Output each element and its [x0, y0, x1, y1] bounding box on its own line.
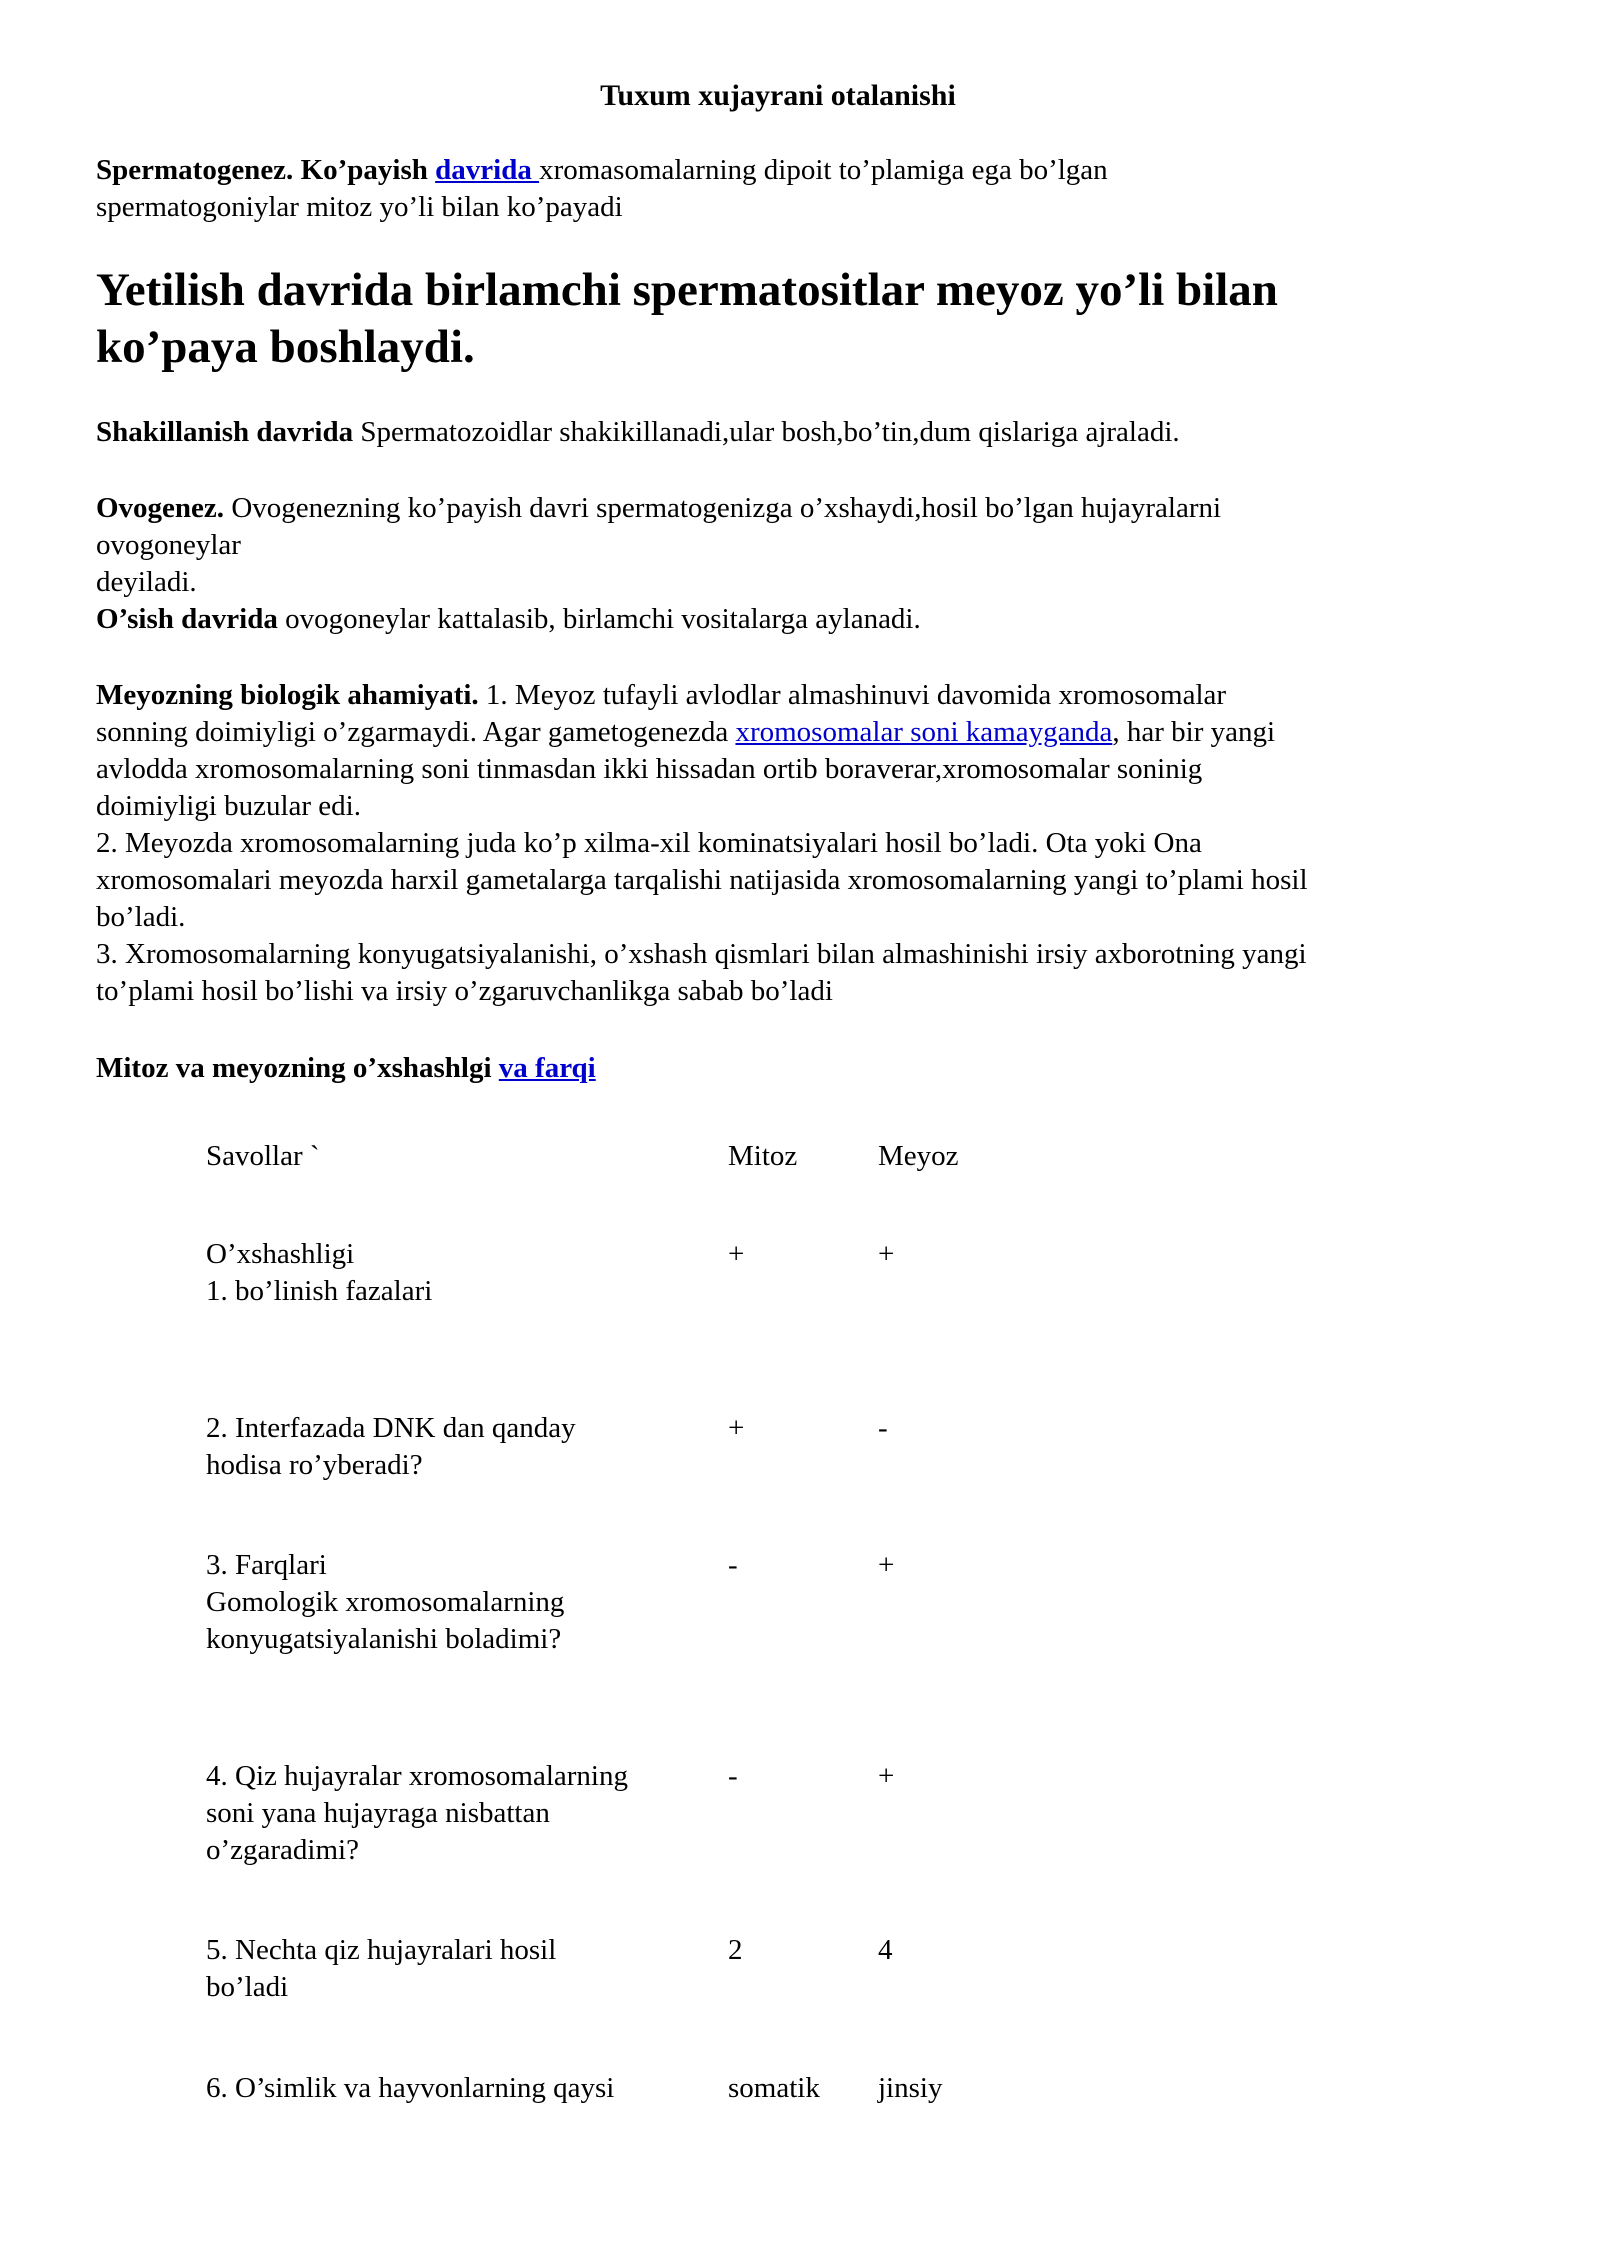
table-cell-mitoz: +	[728, 1412, 745, 1444]
xromosomalar-soni-link[interactable]: xromosomalar soni kamayganda	[735, 716, 1113, 748]
table-header-savollar: Savollar `	[206, 1140, 320, 1172]
question-line: soni yana hujayraga nisbattan	[206, 1797, 550, 1829]
question-line: 5. Nechta qiz hujayralari hosil	[206, 1934, 557, 1966]
meyoz-line-1	[96, 677, 1516, 714]
meyoz-line-8: 3. Xromosomalarning konyugatsiyalanishi, o’xshash qismlari bilan almashinishi irsiy axborotning yangi	[96, 938, 1307, 970]
question-line: bo’ladi	[206, 1971, 289, 2003]
shakillanish-label: Shakillanish davrida	[96, 416, 354, 448]
meyoz-line-4: doimiyligi buzular edi.	[96, 790, 361, 822]
question-line: 4. Qiz hujayralar xromosomalarning	[206, 1760, 628, 1792]
table-row-question	[206, 1410, 696, 1484]
comparison-heading	[96, 1050, 1516, 1087]
table-header-mitoz: Mitoz	[728, 1140, 798, 1172]
table-cell-meyoz: +	[878, 1238, 895, 1270]
shakillanish-text: Spermatozoidlar shakikillanadi,ular bosh,bo’tin,dum qislariga ajraladi.	[353, 416, 1180, 448]
table-cell-meyoz: 4	[878, 1934, 893, 1966]
table-cell-meyoz: +	[878, 1760, 895, 1792]
question-line: 3. Farqlari	[206, 1549, 327, 1581]
question-line: 2. Interfazada DNK dan qanday	[206, 1412, 576, 1444]
heading-line-2: ko’paya boshlaydi.	[96, 321, 475, 373]
comparison-label: Mitoz va meyozning o’xshashlgi	[96, 1052, 499, 1084]
table-row-question	[206, 1547, 696, 1658]
spermatogenez-line-1	[96, 152, 1516, 189]
spermatogenez-bold-text: Ko’payish	[293, 154, 436, 186]
meyoz-line-2a: sonning doimiyligi o’zgarmaydi. Agar gametogenezda	[96, 716, 736, 748]
ovogenez-line-1-text: Ovogenezning ko’payish davri spermatogenizga o’xshaydi,hosil bo’lgan hujayralarni	[224, 492, 1222, 524]
va-farqi-link[interactable]: va farqi	[498, 1052, 596, 1084]
heading-line-1: Yetilish davrida birlamchi spermatositlar meyoz yo’li bilan	[96, 264, 1278, 316]
spermatogenez-line-2: spermatogoniylar mitoz yo’li bilan ko’payadi	[96, 191, 623, 223]
table-cell-mitoz: -	[728, 1760, 738, 1792]
meyoz-line-5: 2. Meyozda xromosomalarning juda ko’p xilma-xil kominatsiyalari hosil bo’ladi. Ota yoki Ona	[96, 827, 1202, 859]
question-line: Gomologik xromosomalarning	[206, 1586, 565, 1618]
table-cell-mitoz: somatik	[728, 2072, 820, 2104]
table-cell-meyoz: +	[878, 1549, 895, 1581]
meyoz-line-2	[96, 714, 1516, 751]
osish-text: ovogoneylar kattalasib, birlamchi vositalarga aylanadi.	[277, 603, 921, 635]
ovogenez-line-3: deyiladi.	[96, 566, 197, 598]
table-row-question	[206, 1932, 696, 2006]
table-cell-mitoz: -	[728, 1549, 738, 1581]
table-row-question	[206, 2070, 696, 2107]
ovogenez-paragraph	[96, 490, 1516, 638]
ovogenez-line-2: ovogoneylar	[96, 529, 241, 561]
meyoz-paragraph	[96, 677, 1516, 1010]
table-cell-mitoz: +	[728, 1238, 745, 1270]
meyoz-line-3: avlodda xromosomalarning soni tinmasdan ikki hissadan ortib boraverar,xromosomalar soninig	[96, 753, 1203, 785]
spermatogenez-line-1-rest: xromasomalarning dipoit to’plamiga ega bo’lgan	[539, 154, 1108, 186]
osish-line	[96, 601, 1516, 638]
question-line: O’xshashligi	[206, 1238, 355, 1270]
meyoz-line-2b: , har bir yangi	[1112, 716, 1276, 748]
meyoz-label: Meyozning biologik ahamiyati.	[96, 679, 479, 711]
table-row-question	[206, 1236, 696, 1310]
question-line: 1. bo’linish fazalari	[206, 1275, 433, 1307]
document-title: Tuxum xujayrani otalanishi	[600, 79, 956, 112]
table-header-meyoz: Meyoz	[878, 1140, 959, 1172]
table-row-question	[206, 1758, 696, 1869]
question-line: hodisa ro’yberadi?	[206, 1449, 423, 1481]
question-line: o’zgaradimi?	[206, 1834, 359, 1866]
osish-label: O’sish davrida	[96, 603, 278, 635]
spermatogenez-label: Spermatogenez.	[96, 154, 294, 186]
shakillanish-paragraph	[96, 414, 1516, 451]
question-line: 6. O’simlik va hayvonlarning qaysi	[206, 2072, 615, 2104]
meyoz-line-9: to’plami hosil bo’lishi va irsiy o’zgaruvchanlikga sabab bo’ladi	[96, 975, 833, 1007]
question-line: konyugatsiyalanishi boladimi?	[206, 1623, 562, 1655]
meyoz-line-6: xromosomalari meyozda harxil gametalarga tarqalishi natijasida xromosomalarning yangi to’plami hosil	[96, 864, 1308, 896]
table-cell-meyoz: jinsiy	[878, 2072, 943, 2104]
davrida-link[interactable]: davrida	[435, 154, 540, 186]
table-cell-meyoz: -	[878, 1412, 888, 1444]
meyoz-line-7: bo’ladi.	[96, 901, 186, 933]
meyoz-line-1-text: 1. Meyoz tufayli avlodlar almashinuvi davomida xromosomalar	[478, 679, 1227, 711]
yetilish-heading	[96, 262, 1476, 376]
ovogenez-line-1	[96, 490, 1516, 527]
table-cell-mitoz: 2	[728, 1934, 743, 1966]
ovogenez-label: Ovogenez.	[96, 492, 225, 524]
spermatogenez-paragraph	[96, 152, 1516, 226]
